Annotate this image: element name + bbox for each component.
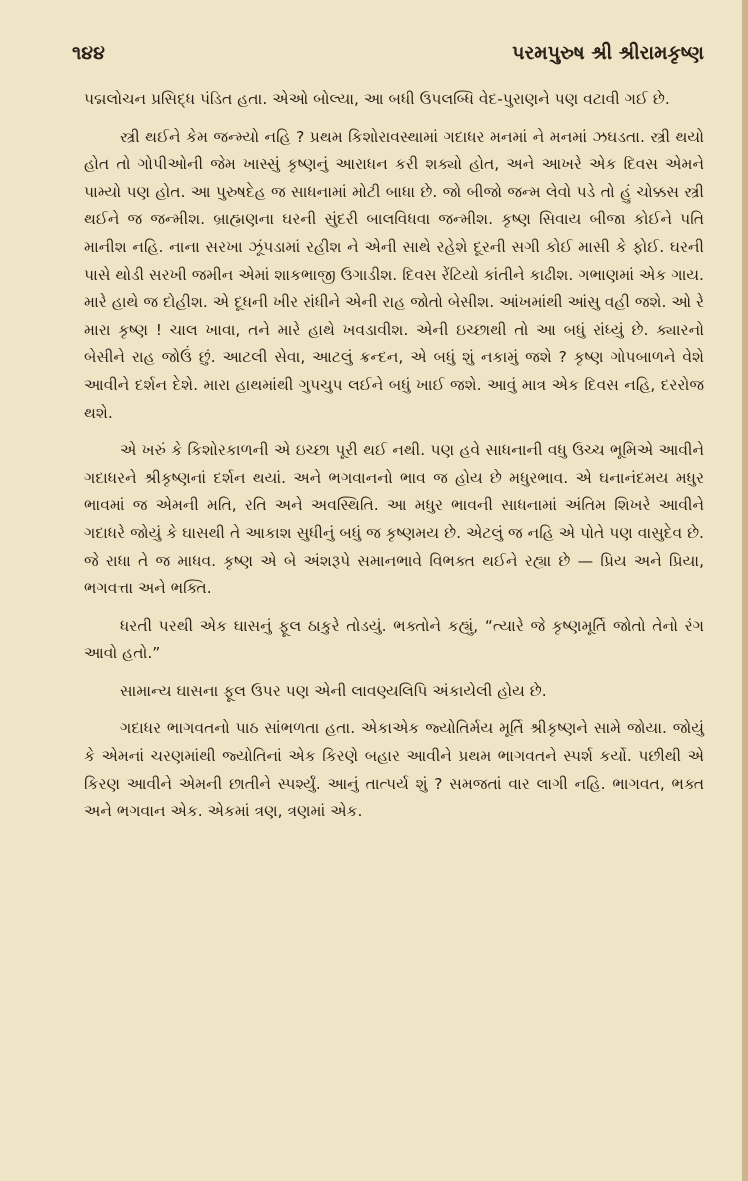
paragraph: પદ્મલોચન પ્રસિદ્ધ પંડિત હતા. એઓ બોલ્યા, આ બધી ઉપલબ્ધિ વેદ-પુરાણને પણ વટાવી ગઈ છે. [84, 90, 670, 108]
paragraph: સામાન્ય ઘાસના ફૂલ ઉપર પણ એની લાવણ્યલિપિ અંકાયેલી હોય છે. [120, 681, 547, 700]
paragraph: ગદાધર ભાગવતનો પાઠ સાંભળતા હતા. એકાએક જ્યોતિર્મય મૂર્તિ શ્રીકૃષ્ણને સામે જોયા. જોયું કે એમનાં ચરણમાંથી જ્યોતિનાં એક કિરણે બહાર આવીને પ્રથમ ભાગવતને સ્પર્શ કર્યો. પછીથી એ કિરણ આવીને એમની છાતીને સ્પર્શ્યું. આનું તાત્પર્ય શું ? સમજતાં વાર લાગી નહિ. ભાગવત, ભક્ત અને ભગવાન એક. એકમાં ત્રણ, ત્રણમાં એક. [84, 719, 704, 821]
page-number: ૧૪૪ [72, 42, 105, 64]
paragraph: એ ખરું કે કિશોરકાળની એ ઇચ્છા પૂરી થઈ નથી. પણ હવે સાધનાની વધુ ઉચ્ચ ભૂમિએ આવીને ગદાધરને શ્રીકૃષ્ણનાં દર્શન થયાં. અને ભગવાનનો ભાવ જ હોય છે મધુરભાવ. એ ઘનાનંદમય મધુર ભાવમાં જ એમની મતિ, રતિ અને અવસ્થિતિ. આ મધુર ભાવની સાધનામાં અંતિમ શિખરે આવીને ગદાધરે જોયું કે ઘાસથી તે આકાશ સુધીનું બધું જ કૃષ્ણમય છે. એટલું જ નહિ એ પોતે પણ વાસુદેવ છે. જે રાધા તે જ માધવ. કૃષ્ણ એ બે અંશરૂપે સમાનભાવે વિભક્ત થઈને રહ્યા છે — પ્રિય અને પ્રિયા, ભગવત્તા અને ભક્તિ. [84, 441, 704, 598]
page-header [72, 42, 704, 64]
paragraph: ધરતી પરથી એક ઘાસનું ફૂલ ઠાકુરે તોડયું. ભક્તોને કહ્યું, “ત્યારે જે કૃષ્ણમૂર્તિ જોતો તેનો રંગ આવો હતો.” [84, 616, 704, 663]
running-head: પરમપુરુષ શ્રી શ્રીરામકૃષ્ણ [512, 42, 704, 64]
body-text [84, 86, 704, 826]
paragraph: સ્ત્રી થઈને કેમ જન્મ્યો નહિ ? પ્રથમ કિશોરાવસ્થામાં ગદાધર મનમાં ને મનમાં ઝઘડતા. સ્ત્રી થયો હોત તો ગોપીઓની જેમ ખાસ્સું કૃષ્ણનું આરાધન કરી શક્યો હોત, અને આખરે એક દિવસ એમને પામ્યો પણ હોત. આ પુરુષદેહ જ સાધનામાં મોટી બાધા છે. જો બીજો જન્મ લેવો પડે તો હું ચોક્કસ સ્ત્રી થઈને જ જન્મીશ. બ્રાહ્મણના ઘરની સુંદરી બાલવિધવા જન્મીશ. કૃષ્ણ સિવાય બીજા કોઈને પતિ માનીશ નહિ. નાના સરખા ઝૂંપડામાં રહીશ ને એની સાથે રહેશે દૂરની સગી કોઈ માસી કે ફોઈ. ઘરની પાસે થોડી સરખી જમીન એમાં શાકભાજી ઉગાડીશ. દિવસ રેંટિયો કાંતીને કાઢીશ. ગભાણમાં એક ગાય. મારે હાથે જ દોહીશ. એ દૂધની ખીર રાંધીને એની રાહ જોતો બેસીશ. આંખમાંથી આંસુ વહી જશે. ઓ રે મારા કૃષ્ણ ! ચાલ ખાવા, તને મારે હાથે ખવડાવીશ. એની ઇચ્છાથી તો આ બધું રાંધ્યું છે. ક્યારનો બેસીને રાહ જોઉં છું. આટલી સેવા, આટલું ક્રન્દન, એ બધું શું નકામું જશે ? કૃષ્ણ ગોપબાળને વેશે આવીને દર્શન દેશે. મારા હાથમાંથી ગુપચુપ લઈને બધું ખાઈ જશે. આવું માત્ર એક દિવસ નહિ, દરરોજ થશે. [84, 127, 704, 422]
page-edge-shadow [742, 0, 748, 1181]
